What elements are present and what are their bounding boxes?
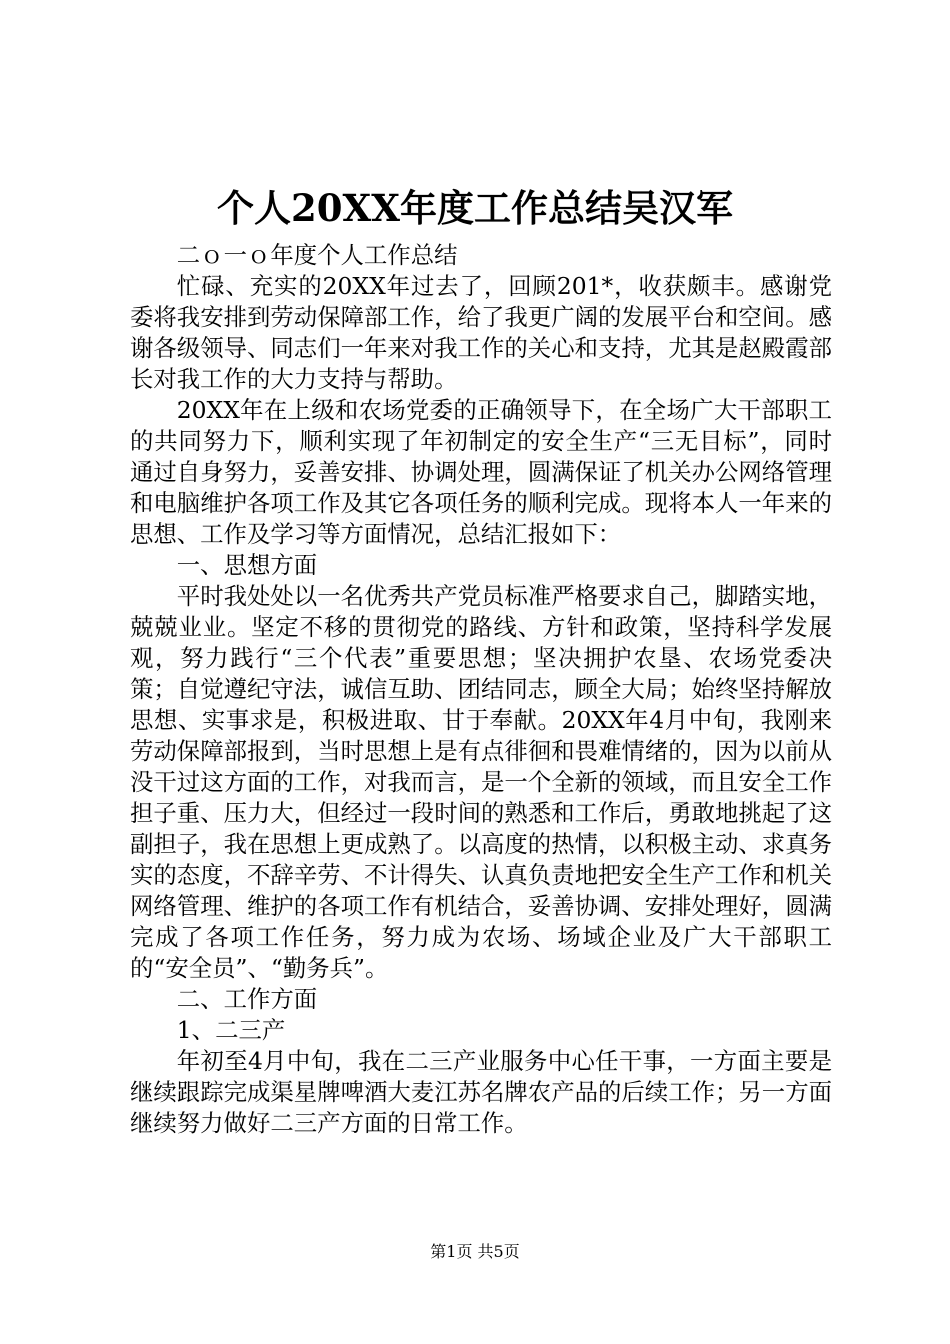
document-body — [130, 240, 832, 1139]
paragraph: 20XX年在上级和农场党委的正确领导下，在全场广大干部职工的共同努力下，顺利实现了年初制定的安全生产“三无目标”，同时通过自身努力，妥善安排、协调处理，圆满保证了机关办公网络管理和电脑维护各项工作及其它各项任务的顺利完成。现将本人一年来的思想、工作及学习等方面情况，总结汇报如下： — [130, 396, 832, 548]
page-footer: 第1页 共5页 — [430, 1242, 520, 1261]
paragraph-subtitle: 二ｏ一ｏ年度个人工作总结 — [176, 241, 458, 269]
subsection-heading: 1、二三产 — [176, 1016, 286, 1044]
section-heading: 一、思想方面 — [176, 551, 318, 579]
section-heading: 二、工作方面 — [176, 985, 318, 1013]
paragraph: 忙碌、充实的20XX年过去了，回顾201*，收获颇丰。感谢党委将我安排到劳动保障部工作，给了我更广阔的发展平台和空间。感谢各级领导、同志们一年来对我工作的关心和支持，尤其是赵殿霞部长对我工作的大力支持与帮助。 — [130, 272, 832, 393]
paragraph: 平时我处处以一名优秀共产党员标准严格要求自己，脚踏实地，兢兢业业。坚定不移的贯彻党的路线、方针和政策，坚持科学发展观，努力践行“三个代表”重要思想；坚决拥护农垦、农场党委决策；自觉遵纪守法，诚信互助、团结同志，顾全大局；始终坚持解放思想、实事求是，积极进取、甘于奉献。20XX年4月中旬，我刚来劳动保障部报到，当时思想上是有点徘徊和畏难情绪的，因为以前从没干过这方面的工作，对我而言，是一个全新的领域，而且安全工作担子重、压力大，但经过一段时间的熟悉和工作后，勇敢地挑起了这副担子，我在思想上更成熟了。以高度的热情，以积极主动、求真务实的态度，不辞辛劳、不计得失、认真负责地把安全生产工作和机关网络管理、维护的各项工作有机结合，妥善协调、安排处理好，圆满完成了各项工作任务，努力成为农场、场域企业及广大干部职工的“安全员”、“勤务兵”。 — [130, 582, 832, 982]
page-title: 个人20XX年度工作总结吴汉军 — [217, 186, 733, 230]
paragraph: 年初至4月中旬，我在二三产业服务中心任干事，一方面主要是继续跟踪完成渠星牌啤酒大麦江苏名牌农产品的后续工作；另一方面继续努力做好二三产方面的日常工作。 — [130, 1047, 832, 1137]
